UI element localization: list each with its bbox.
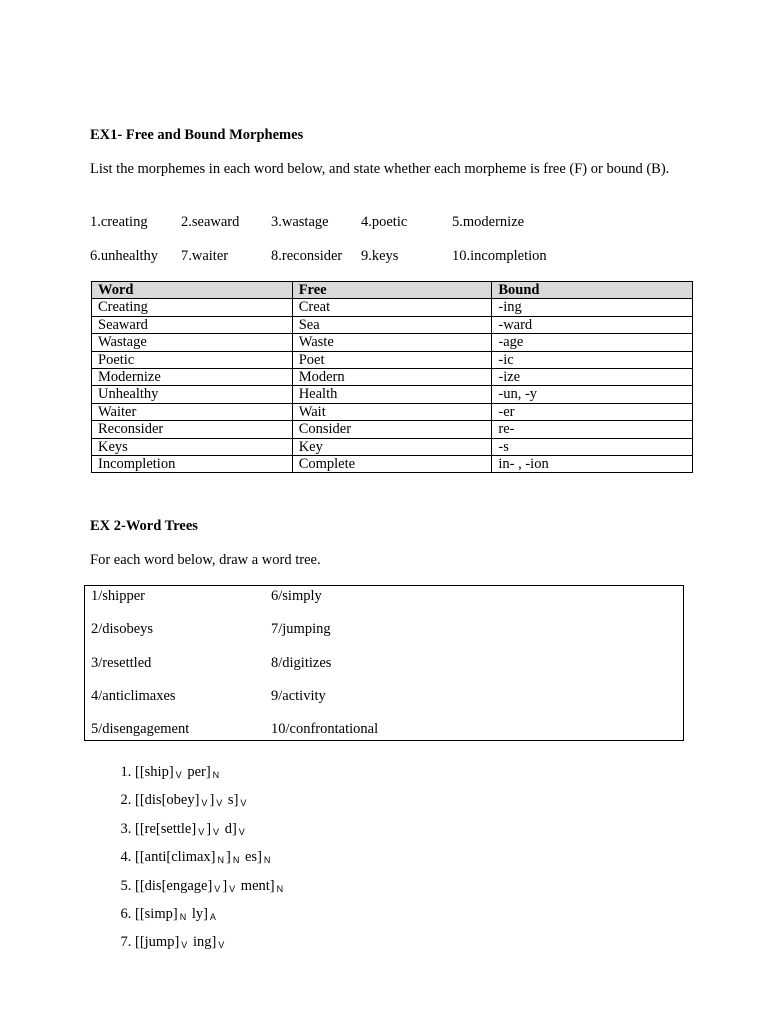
word-item: 10.incompletion [452,248,547,264]
table-row [92,403,693,420]
morpheme-table [91,281,693,473]
tree-word: 3/resettled [91,655,152,671]
bracket-text: [[re[settle] [135,820,197,837]
bracket-text: ] [226,849,231,866]
bracket-text: ment] [237,877,275,894]
category-label: N [217,855,225,866]
ex1-title: EX1- Free and Bound Morphemes [90,127,304,143]
category-label: N [179,912,187,923]
answer-item [135,874,285,902]
category-label: V [238,826,245,837]
word-item: 3.wastage [271,214,329,230]
bracket-text: d] [221,820,237,837]
cell-word: Keys [92,438,293,455]
cell-word: Poetic [92,351,293,368]
table-row [92,456,693,473]
cell-word: Reconsider [92,421,293,438]
tree-word: 6/simply [271,588,322,604]
answer-item [135,817,285,845]
cell-free: Sea [292,316,492,333]
category-label: N [232,855,240,866]
ex2-title: EX 2-Word Trees [90,518,198,534]
word-item: 9.keys [361,248,399,264]
cell-bound: -ing [492,299,693,316]
answer-item [135,902,285,930]
bracket-text: ] [222,877,228,894]
bracket-text: ] [206,820,212,837]
cell-bound: -ic [492,351,693,368]
table-row [92,421,693,438]
bracket-text: [[jump] [135,934,180,951]
cell-free: Health [292,386,492,403]
category-label: V [213,826,220,837]
word-item: 7.waiter [181,248,229,264]
bracket-text: ] [209,792,215,809]
bracket-text: ly] [188,906,208,923]
category-label: V [201,798,208,809]
table-row [92,334,693,351]
word-item: 1.creating [90,214,148,230]
table-row [92,386,693,403]
category-label: A [209,912,216,923]
cell-word: Seaward [92,316,293,333]
cell-word: Incompletion [92,456,293,473]
word-item: 6.unhealthy [90,248,159,264]
bracket-text: [[anti[climax] [135,849,216,866]
cell-word: Wastage [92,334,293,351]
cell-free: Modern [292,369,492,386]
bracket-text: es] [241,849,262,866]
word-item: 2.seaward [181,214,240,230]
cell-free: Wait [292,403,492,420]
word-tree-list-box [84,585,684,741]
tree-word: 2/disobeys [91,621,154,637]
cell-bound: -age [492,334,693,351]
tree-word: 9/activity [271,688,326,704]
cell-word: Modernize [92,369,293,386]
word-item: 8.reconsider [271,248,343,264]
table-row [92,369,693,386]
cell-free: Poet [292,351,492,368]
category-label: V [214,883,221,894]
bracket-text: ing] [189,934,217,951]
tree-word: 1/shipper [91,588,145,604]
cell-bound: -er [492,403,693,420]
cell-bound: -un, -y [492,386,693,403]
category-label: N [212,770,220,780]
answer-item [135,845,285,873]
cell-free: Complete [292,456,492,473]
table-row [92,316,693,333]
category-label: V [181,940,188,951]
bracket-text: s] [224,792,239,809]
cell-word: Waiter [92,403,293,420]
tree-word: 8/digitizes [271,655,332,671]
answer-item [135,788,285,816]
bracket-text: [[dis[engage] [135,877,213,894]
cell-free: Waste [292,334,492,351]
table-row [92,438,693,455]
tree-word: 7/jumping [271,621,331,637]
table-header-row [92,282,693,299]
category-label: V [240,798,247,809]
cell-word: Unhealthy [92,386,293,403]
category-label: V [218,940,225,951]
header-free: Free [292,282,492,299]
bracket-text: [[simp] [135,906,178,923]
category-label: V [229,883,236,894]
cell-word: Creating [92,299,293,316]
bracket-text: per] [183,764,211,780]
cell-bound: re- [492,421,693,438]
table-row [92,299,693,316]
bracket-text: [[ship] [135,764,174,780]
ex2-instruction: For each word below, draw a word tree. [90,552,321,568]
cell-bound: in- , -ion [492,456,693,473]
category-label: N [263,855,271,866]
cell-free: Consider [292,421,492,438]
header-bound: Bound [492,282,693,299]
bracket-text: [[dis[obey] [135,792,200,809]
word-item: 5.modernize [452,214,525,230]
cell-bound: -ize [492,369,693,386]
cell-free: Creat [292,299,492,316]
word-tree-answers [90,760,285,959]
tree-word: 10/confrontational [271,721,379,737]
cell-bound: -ward [492,316,693,333]
category-label: V [175,770,182,780]
tree-word: 4/anticlimaxes [91,688,176,704]
category-label: N [276,883,284,894]
cell-free: Key [292,438,492,455]
answer-item [135,930,285,958]
tree-word: 5/disengagement [91,721,190,737]
word-item: 4.poetic [361,214,408,230]
category-label: V [198,826,205,837]
category-label: V [216,798,223,809]
ex1-instruction: List the morphemes in each word below, and state whether each morpheme is free (F) or bound (B). [90,161,670,177]
header-word: Word [92,282,293,299]
table-row [92,351,693,368]
answer-item [135,760,285,788]
cell-bound: -s [492,438,693,455]
